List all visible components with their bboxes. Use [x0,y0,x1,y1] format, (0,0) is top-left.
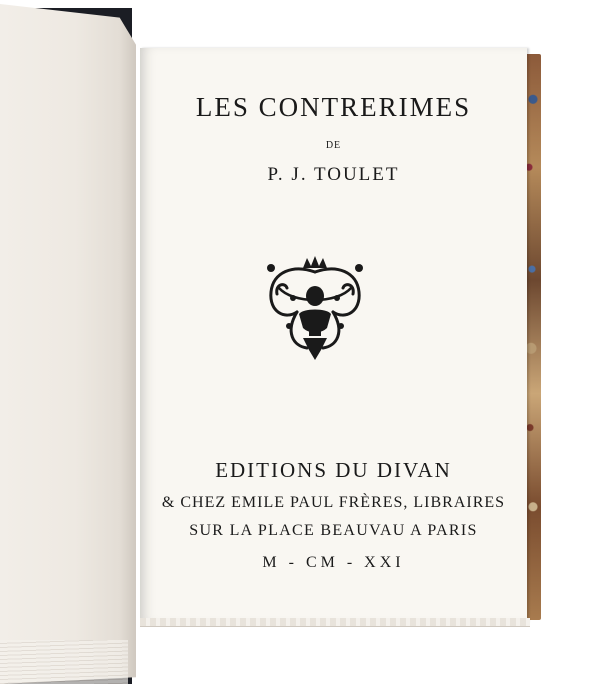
left-page [0,4,136,684]
author-prefix: DE [325,140,342,151]
page-edge-bottom [140,618,530,627]
publication-year: M - CM - XXI [262,554,405,571]
book-title: LES CONTRERIMES [195,92,472,122]
publisher-address: SUR LA PLACE BEAUVAU A PARIS [189,522,478,539]
author-name: P. J. TOULET [267,164,400,185]
floral-vignette-icon [263,254,367,364]
publisher-name: EDITIONS DU DIVAN [215,458,452,482]
page-edges [0,640,128,684]
co-publisher: & CHEZ EMILE PAUL FRÈRES, LIBRAIRES [161,494,506,511]
